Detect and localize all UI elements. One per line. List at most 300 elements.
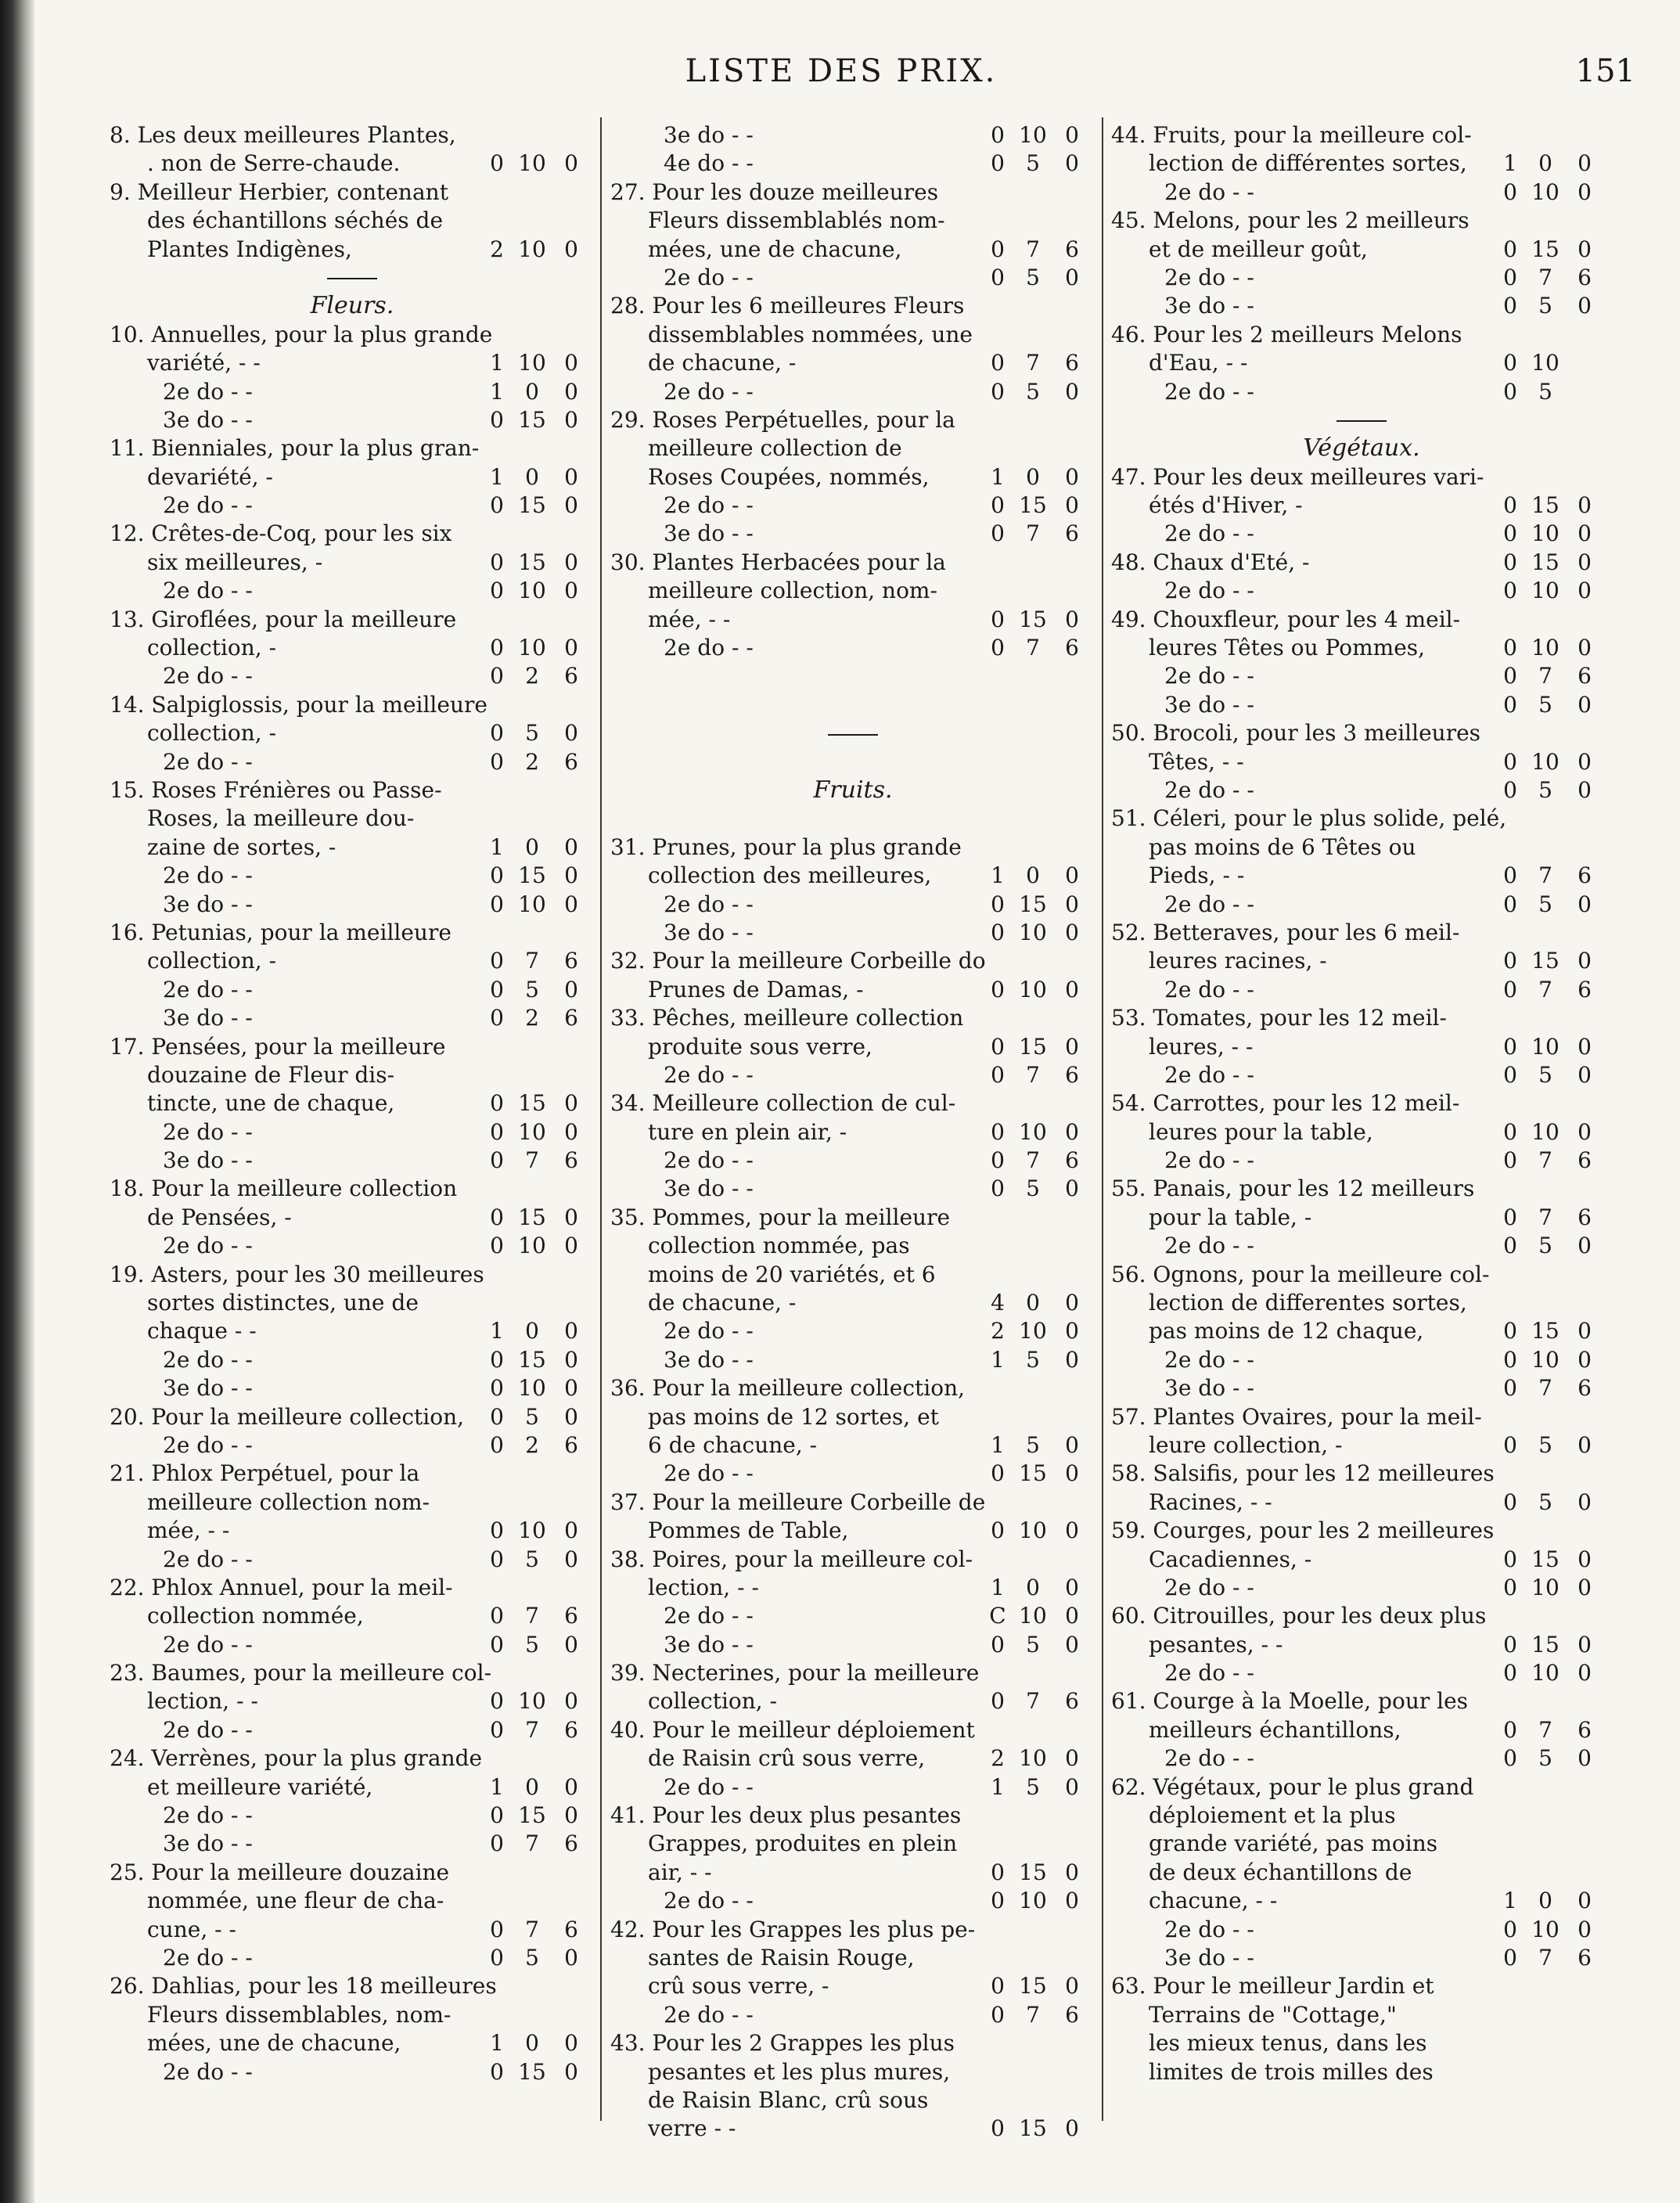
entry-text: Pieds, - - <box>1149 862 1245 889</box>
amount-pounds: 0 <box>1503 1488 1517 1515</box>
amount-pounds: 0 <box>1503 1061 1517 1088</box>
entry-text: 34. Meilleure collection de cul- <box>610 1090 956 1117</box>
amount-shillings: 7 <box>525 1916 539 1942</box>
prize-entry-line <box>1111 121 1612 149</box>
prize-entry-continuation <box>110 207 595 235</box>
entry-text: collection nommée, <box>147 1603 364 1629</box>
amount-pence: 0 <box>1577 891 1592 917</box>
entry-text: 2e do - - <box>1164 1346 1254 1373</box>
amount-pence: 6 <box>1577 1147 1592 1174</box>
prize-entry-line <box>1111 1602 1612 1630</box>
prize-entry-line <box>1111 1089 1612 1118</box>
page-title: LISTE DES PRIX. <box>685 53 998 89</box>
entry-text: 2e do - - <box>1164 1745 1254 1772</box>
entry-text: 50. Brocoli, pour les 3 meilleures <box>1111 720 1481 747</box>
amount-pounds: 0 <box>490 1688 504 1715</box>
amount-pence: 0 <box>1577 520 1592 547</box>
entry-text: pesantes et les plus mures, <box>648 2058 951 2085</box>
amount-pence: 0 <box>1577 1033 1592 1060</box>
amount-shillings: 5 <box>525 1546 539 1572</box>
amount-pounds: 0 <box>991 1888 1005 1914</box>
entry-text: cune, - - <box>147 1916 236 1942</box>
amount-pence: 0 <box>1577 178 1592 205</box>
entry-text: meilleure collection, nom- <box>648 578 937 604</box>
spacer <box>610 748 1095 776</box>
entry-text: mée, - - <box>147 1517 230 1544</box>
amount-shillings: 10 <box>518 1517 546 1544</box>
amount-pence: 6 <box>564 1830 578 1857</box>
section-heading <box>610 776 1095 805</box>
amount-shillings: 7 <box>1026 2001 1040 2028</box>
prize-entry-line <box>610 2029 1095 2057</box>
prize-entry-continuation <box>110 1317 595 1345</box>
amount-shillings: 15 <box>1019 1033 1047 1060</box>
amount-shillings: 15 <box>518 2058 546 2085</box>
amount-shillings: 15 <box>1019 2115 1047 2142</box>
prize-entry-continuation <box>110 1346 595 1374</box>
prize-entry-line <box>110 606 595 634</box>
entry-text: 2e do - - <box>1164 264 1254 290</box>
amount-shillings: 5 <box>525 1945 539 1971</box>
entry-text: 2e do - - <box>664 1318 754 1344</box>
entry-text: tincte, une de chaque, <box>147 1090 395 1117</box>
entry-text: 63. Pour le meilleur Jardin et <box>1111 1973 1434 2000</box>
amount-pence: 6 <box>1065 1147 1079 1174</box>
amount-pounds: 0 <box>490 1916 504 1942</box>
prize-entry-continuation <box>1111 976 1612 1004</box>
amount-pounds: 0 <box>1503 1945 1517 1971</box>
amount-pence: 0 <box>1065 378 1079 405</box>
amount-shillings: 5 <box>1026 264 1040 290</box>
entry-text: 2e do - - <box>1164 1574 1254 1600</box>
prize-entry-continuation <box>110 349 595 377</box>
amount-shillings: 10 <box>1019 1318 1047 1344</box>
prize-entry-continuation <box>110 378 595 406</box>
prize-entry-continuation <box>1111 947 1612 975</box>
amount-shillings: 15 <box>1531 1318 1559 1344</box>
amount-pounds: 2 <box>991 1745 1005 1772</box>
prize-entry-continuation <box>110 1118 595 1146</box>
entry-text: 2e do - - <box>664 1147 754 1174</box>
prize-entry-continuation <box>1111 491 1612 520</box>
amount-shillings: 7 <box>1026 350 1040 376</box>
prize-entry-continuation <box>110 491 595 520</box>
prize-entry-continuation <box>110 1802 595 1830</box>
amount-pence: 0 <box>1577 1346 1592 1373</box>
amount-pence: 0 <box>1577 1574 1592 1600</box>
prize-entry-line <box>610 833 1095 862</box>
amount-pounds: 0 <box>1503 520 1517 547</box>
amount-shillings: 7 <box>1538 976 1552 1003</box>
prize-entry-continuation <box>1111 292 1612 320</box>
prize-entry-continuation <box>1111 349 1612 377</box>
amount-pence: 0 <box>564 1802 578 1829</box>
amount-pounds: 0 <box>1503 1745 1517 1772</box>
prize-entry-continuation <box>1111 149 1612 178</box>
amount-pounds: 0 <box>991 1147 1005 1174</box>
entry-text: 2e do - - <box>163 976 253 1003</box>
amount-pounds: 0 <box>490 862 504 889</box>
amount-shillings: 10 <box>1531 350 1559 376</box>
prize-entry-continuation <box>610 919 1095 947</box>
entry-text: 37. Pour la meilleure Corbeille de <box>610 1488 986 1515</box>
entry-text: leures racines, - <box>1149 948 1327 974</box>
amount-pounds: 0 <box>490 1375 504 1402</box>
amount-shillings: 15 <box>518 549 546 575</box>
prize-entry-continuation <box>1111 1830 1612 1858</box>
entry-text: dissemblables nommées, une <box>648 321 973 347</box>
entry-text: 54. Carrottes, pour les 12 meil- <box>1111 1090 1460 1117</box>
amount-pence: 0 <box>1065 1290 1079 1316</box>
prize-entry-continuation <box>110 1204 595 1232</box>
amount-pounds: 0 <box>1503 178 1517 205</box>
amount-pence: 0 <box>1577 578 1592 604</box>
amount-pounds: 0 <box>1503 350 1517 376</box>
entry-text: mées, une de chacune, <box>147 2030 401 2057</box>
entry-text: 3e do - - <box>664 122 754 148</box>
prize-entry-line <box>610 1659 1095 1687</box>
amount-shillings: 7 <box>525 1830 539 1857</box>
prize-entry-line <box>110 1574 595 1602</box>
prize-entry-continuation <box>1111 1659 1612 1687</box>
entry-text: Roses, la meilleure dou- <box>147 805 415 832</box>
amount-shillings: 10 <box>1531 1916 1559 1942</box>
amount-pence: 0 <box>564 1546 578 1572</box>
amount-pence: 0 <box>1577 236 1592 262</box>
prize-entry-line <box>1111 805 1612 833</box>
amount-shillings: 10 <box>518 1375 546 1402</box>
amount-shillings: 5 <box>1538 1488 1552 1515</box>
prize-entry-line <box>1111 1403 1612 1431</box>
prize-entry-continuation <box>610 236 1095 264</box>
page-number: 151 <box>1575 53 1635 89</box>
entry-text: des échantillons séchés de <box>147 207 444 234</box>
amount-shillings: 7 <box>1538 1147 1552 1174</box>
entry-text: 3e do - - <box>664 1631 754 1658</box>
entry-text: 2e do - - <box>163 748 253 775</box>
entry-text: 2e do - - <box>664 635 754 661</box>
amount-pounds: 0 <box>1503 1574 1517 1600</box>
prize-entry-continuation <box>1111 1744 1612 1773</box>
amount-pounds: 0 <box>490 1346 504 1373</box>
prize-entry-line <box>610 178 1095 207</box>
entry-text: Têtes, - - <box>1149 748 1244 775</box>
prize-entry-line <box>610 1374 1095 1402</box>
entry-text: Fleurs dissemblables, nom- <box>147 2001 451 2028</box>
prize-entry-continuation <box>1111 1716 1612 1744</box>
amount-shillings: 5 <box>1538 1745 1552 1772</box>
amount-pounds: 0 <box>490 492 504 519</box>
amount-pounds: 0 <box>1503 236 1517 262</box>
entry-text: Pommes de Table, <box>648 1517 849 1544</box>
amount-pence: 0 <box>564 833 578 860</box>
entry-text: 3e do - - <box>163 406 253 433</box>
amount-shillings: 15 <box>1531 492 1559 519</box>
prize-entry-continuation <box>110 1916 595 1944</box>
amount-pence: 6 <box>1065 635 1079 661</box>
amount-pounds: 0 <box>1503 549 1517 575</box>
amount-shillings: 5 <box>1026 150 1040 177</box>
section-rule <box>610 719 1095 747</box>
entry-text: de Raisin crû sous verre, <box>648 1745 926 1772</box>
amount-pounds: 0 <box>490 1517 504 1544</box>
entry-text: 2e do - - <box>1164 578 1254 604</box>
amount-pounds: 0 <box>1503 1346 1517 1373</box>
amount-pounds: 0 <box>991 264 1005 290</box>
amount-shillings: 15 <box>1019 1859 1047 1885</box>
rule-mark <box>110 264 595 292</box>
amount-shillings: 10 <box>1531 178 1559 205</box>
entry-text: collection, - <box>648 1688 778 1715</box>
prize-entry-continuation <box>1111 1204 1612 1232</box>
amount-pounds: 0 <box>490 578 504 604</box>
prize-entry-continuation <box>110 463 595 491</box>
entry-text: 44. Fruits, pour la meilleure col- <box>1111 122 1472 148</box>
prize-entry-continuation <box>610 2001 1095 2029</box>
amount-shillings: 5 <box>1538 1431 1552 1458</box>
prize-entry-line <box>110 1261 595 1289</box>
amount-shillings: 15 <box>518 1090 546 1117</box>
amount-pence: 6 <box>1577 1204 1592 1230</box>
entry-text: collection nommée, pas <box>648 1233 910 1259</box>
entry-text: 6 de chacune, - <box>648 1431 818 1458</box>
amount-pounds: 0 <box>991 606 1005 632</box>
amount-pence: 6 <box>1065 236 1079 262</box>
prize-entry-continuation <box>1111 1887 1612 1915</box>
prize-entry-continuation <box>1111 833 1612 862</box>
amount-pounds: 0 <box>991 635 1005 661</box>
amount-pounds: 0 <box>1503 1375 1517 1402</box>
amount-pounds: 0 <box>991 976 1005 1003</box>
amount-pence: 0 <box>1065 1745 1079 1772</box>
amount-shillings: 15 <box>1019 1460 1047 1487</box>
entry-text: et meilleure variété, <box>147 1773 373 1800</box>
prize-entry-continuation <box>610 1033 1095 1061</box>
prize-entry-continuation <box>610 1403 1095 1431</box>
amount-shillings: 7 <box>1538 264 1552 290</box>
section-heading <box>1111 434 1612 463</box>
amount-pounds: 0 <box>1503 635 1517 661</box>
prize-entry-line <box>1111 1972 1612 2000</box>
amount-pounds: 0 <box>1503 748 1517 775</box>
amount-shillings: 5 <box>1026 1175 1040 1202</box>
entry-text: moins de 20 variétés, et 6 <box>648 1261 936 1287</box>
prize-entry-continuation <box>1111 1631 1612 1659</box>
amount-pence: 0 <box>1577 1318 1592 1344</box>
prize-entry-continuation <box>110 1004 595 1032</box>
prize-entry-continuation <box>1111 1488 1612 1517</box>
amount-pence: 6 <box>1577 1375 1592 1402</box>
amount-pounds: 0 <box>490 1005 504 1031</box>
prize-entry-line <box>1111 207 1612 235</box>
prize-entry-continuation <box>110 1061 595 1089</box>
amount-pounds: 0 <box>490 720 504 747</box>
prize-entry-continuation <box>110 577 595 605</box>
entry-text: pas moins de 12 sortes, et <box>648 1403 939 1430</box>
prize-entry-continuation <box>1111 1317 1612 1345</box>
prize-entry-continuation <box>110 1517 595 1545</box>
amount-pounds: 0 <box>1503 1318 1517 1344</box>
prize-entry-line <box>110 691 595 719</box>
prize-entry-line <box>1111 1004 1612 1032</box>
amount-pounds: 2 <box>490 236 504 262</box>
amount-pence: 0 <box>564 350 578 376</box>
amount-shillings: 5 <box>1538 691 1552 718</box>
amount-pence: 6 <box>564 1005 578 1031</box>
entry-text: 48. Chaux d'Eté, - <box>1111 549 1310 575</box>
entry-text: 41. Pour les deux plus pesantes <box>610 1802 962 1829</box>
prize-entry-line <box>1111 1261 1612 1289</box>
entry-text: de deux échantillons de <box>1149 1859 1412 1885</box>
amount-shillings: 10 <box>1531 748 1559 775</box>
amount-pounds: 0 <box>490 1603 504 1629</box>
amount-shillings: 15 <box>518 1204 546 1230</box>
entry-text: 19. Asters, pour les 30 meilleures <box>110 1261 484 1287</box>
amount-shillings: 10 <box>1531 635 1559 661</box>
amount-shillings: 7 <box>1538 1204 1552 1230</box>
amount-pence: 0 <box>1577 1233 1592 1259</box>
prize-entry-continuation <box>610 321 1095 349</box>
entry-text: 2e do - - <box>163 578 253 604</box>
amount-pounds: 0 <box>490 1204 504 1230</box>
entry-text: 2e do - - <box>664 1460 754 1487</box>
amount-pounds: 0 <box>991 2115 1005 2142</box>
entry-text: 2e do - - <box>664 1061 754 1088</box>
entry-text: 52. Betteraves, pour les 6 meil- <box>1111 919 1460 945</box>
amount-pounds: 0 <box>991 350 1005 376</box>
prize-entry-line <box>1111 549 1612 577</box>
prize-entry-line <box>610 1716 1095 1744</box>
amount-pence: 0 <box>564 976 578 1003</box>
entry-text: meilleurs échantillons, <box>1149 1716 1401 1743</box>
amount-shillings: 10 <box>518 891 546 917</box>
prize-entry-line <box>1111 719 1612 747</box>
amount-pence: 0 <box>1577 635 1592 661</box>
entry-text: 49. Chouxfleur, pour les 4 meil- <box>1111 606 1461 632</box>
amount-pounds: 1 <box>490 1318 504 1344</box>
entry-text: de chacune, - <box>648 1290 797 1316</box>
amount-shillings: 10 <box>1019 919 1047 945</box>
amount-shillings: 10 <box>1531 1346 1559 1373</box>
amount-shillings: 10 <box>518 635 546 661</box>
entry-text: 43. Pour les 2 Grappes les plus <box>610 2030 955 2057</box>
amount-pounds: 1 <box>991 1773 1005 1800</box>
entry-text: collection, - <box>147 948 277 974</box>
amount-shillings: 5 <box>1538 293 1552 319</box>
prize-entry-line <box>1111 1517 1612 1545</box>
entry-text: 3e do - - <box>664 919 754 945</box>
entry-text: 40. Pour le meilleur déploiement <box>610 1716 975 1743</box>
amount-pence: 0 <box>1065 1460 1079 1487</box>
amount-pence: 0 <box>564 891 578 917</box>
amount-pounds: 0 <box>991 891 1005 917</box>
entry-text: 26. Dahlias, pour les 18 meilleures <box>110 1973 497 2000</box>
amount-shillings: 15 <box>1531 236 1559 262</box>
prize-entry-continuation <box>610 149 1095 178</box>
amount-shillings: 0 <box>1538 1888 1552 1914</box>
entry-text: 2e do - - <box>163 1945 253 1971</box>
amount-pounds: 0 <box>490 748 504 775</box>
amount-shillings: 7 <box>1026 1688 1040 1715</box>
amount-pounds: 0 <box>1503 1546 1517 1572</box>
entry-text: 2e do - - <box>664 1888 754 1914</box>
amount-pence: 0 <box>564 1118 578 1145</box>
entry-text: de Raisin Blanc, crû sous <box>648 2086 929 2113</box>
prize-entry-line <box>110 919 595 947</box>
prize-entry-continuation <box>610 891 1095 919</box>
prize-entry-continuation <box>110 2058 595 2086</box>
amount-pounds: 0 <box>1503 1660 1517 1686</box>
amount-pence: 0 <box>1065 2115 1079 2142</box>
amount-pounds: 0 <box>490 891 504 917</box>
amount-pence: 0 <box>1065 264 1079 290</box>
amount-pence: 0 <box>1577 1488 1592 1515</box>
amount-pence: 6 <box>1065 1688 1079 1715</box>
amount-pence: 0 <box>1577 150 1592 177</box>
entry-text: 56. Ognons, pour la meilleure col- <box>1111 1261 1490 1287</box>
amount-pence: 0 <box>564 1090 578 1117</box>
page-header <box>47 53 1635 100</box>
entry-text: 60. Citrouilles, pour les deux plus <box>1111 1603 1487 1629</box>
prize-entry-continuation <box>610 1859 1095 1887</box>
prize-entry-continuation <box>110 1232 595 1260</box>
amount-pounds: 0 <box>1503 1233 1517 1259</box>
prize-entry-line <box>110 520 595 548</box>
prize-entry-continuation <box>610 1830 1095 1858</box>
amount-pounds: 0 <box>1503 691 1517 718</box>
entry-text: 2e do - - <box>1164 520 1254 547</box>
entry-text: lection de differentes sortes, <box>1149 1290 1467 1316</box>
amount-pence: 6 <box>564 948 578 974</box>
prize-entry-continuation <box>610 1687 1095 1715</box>
entry-text: 2e do - - <box>163 1631 253 1658</box>
amount-pounds: 0 <box>991 378 1005 405</box>
entry-text: 58. Salsifis, pour les 12 meilleures <box>1111 1460 1495 1487</box>
entry-text: limites de trois milles des <box>1149 2058 1434 2085</box>
amount-pence: 0 <box>1577 293 1592 319</box>
prize-entry-continuation <box>110 891 595 919</box>
entry-text: nommée, une fleur de cha- <box>147 1888 444 1914</box>
amount-shillings: 7 <box>1026 236 1040 262</box>
amount-shillings: 5 <box>1026 1773 1040 1800</box>
amount-pence: 0 <box>1065 1574 1079 1600</box>
entry-text: 12. Crêtes-de-Coq, pour les six <box>110 520 452 547</box>
amount-pence: 0 <box>1065 1175 1079 1202</box>
amount-pounds: 0 <box>490 1945 504 1971</box>
entry-text: 3e do - - <box>163 1375 253 1402</box>
prize-entry-continuation <box>610 1261 1095 1289</box>
entry-text: variété, - - <box>147 350 261 376</box>
amount-pounds: 0 <box>1503 1118 1517 1145</box>
entry-text: leures, - - <box>1149 1033 1254 1060</box>
prize-entry-continuation <box>610 976 1095 1004</box>
amount-shillings: 0 <box>1026 862 1040 889</box>
entry-text: 24. Verrènes, pour la plus grande <box>110 1745 483 1772</box>
amount-shillings: 5 <box>1026 1431 1040 1458</box>
prize-entry-line <box>610 1546 1095 1574</box>
amount-shillings: 0 <box>525 2030 539 2057</box>
prize-entry-line <box>110 1033 595 1061</box>
amount-shillings: 10 <box>1019 1603 1047 1629</box>
entry-text: 13. Giroflées, pour la meilleure <box>110 606 457 632</box>
prize-entry-line <box>610 1004 1095 1032</box>
prize-entry-continuation <box>110 1887 595 1915</box>
amount-shillings: 7 <box>525 1603 539 1629</box>
entry-text: 2e do - - <box>1164 1916 1254 1942</box>
amount-shillings: 15 <box>518 492 546 519</box>
entry-text: leure collection, - <box>1149 1431 1343 1458</box>
prize-entry-continuation <box>610 1517 1095 1545</box>
